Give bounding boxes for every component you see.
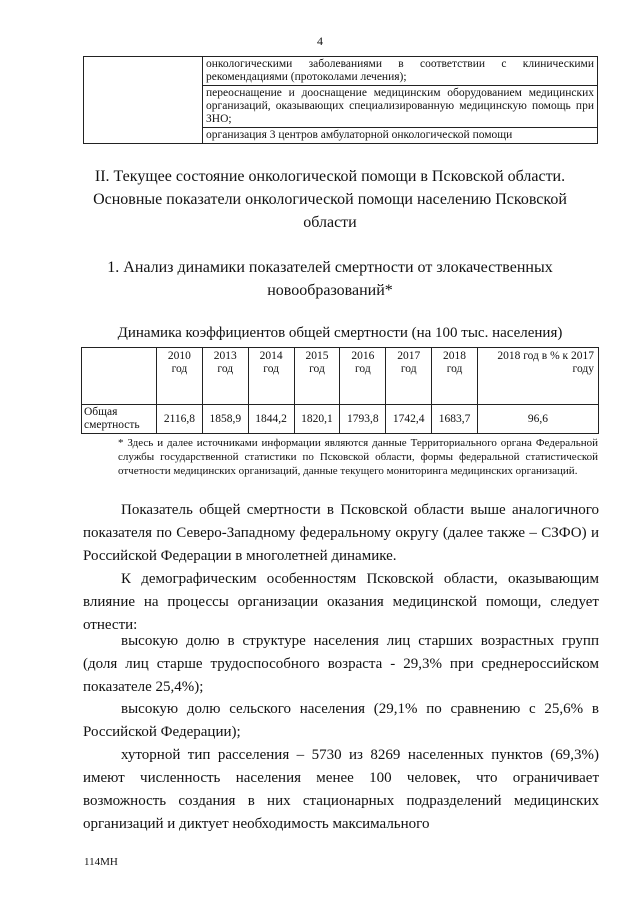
body-paragraph (83, 630, 599, 699)
paragraph-text: К демографическим особенностям Псковской области, оказывающим влияние на процессы организации оказания медицинской помощи, следует отнести: (83, 571, 599, 633)
column-header: 2017 год (386, 348, 432, 405)
paragraph-text: высокую долю сельского населения (29,1% по сравнению с 25,6% в Российской Федерации); (83, 701, 599, 740)
table-row (82, 405, 599, 434)
footnote: * Здесь и далее источниками информации являются данные Территориального органа Федеральной службы государственной статистики по Псковской области, формы федеральной статистической отчетности медицинских организаций, данные текущего мониторинга медицинских организаций. (118, 437, 598, 477)
table-cell: 2116,8 (157, 405, 203, 434)
row-label: Общая смертность (82, 405, 157, 434)
column-header: 2018 год (432, 348, 478, 405)
table-row (84, 57, 598, 86)
table-cell: 1858,9 (202, 405, 248, 434)
table-cell: организация 3 центров амбулаторной онкологической помощи (203, 128, 598, 144)
table-cell: 96,6 (477, 405, 598, 434)
column-header: 2014 год (248, 348, 294, 405)
section-heading: II. Текущее состояние онкологической помощи в Псковской области. Основные показатели онкологической помощи населению Псковской области (93, 168, 567, 231)
body-paragraph (83, 568, 599, 637)
table-cell: онкологическими заболеваниями в соответствии с клиническими рекомендациями (протоколами лечения); (203, 57, 598, 86)
table-cell: 1793,8 (340, 405, 386, 434)
table-cell: 1742,4 (386, 405, 432, 434)
empty-cell (84, 57, 203, 144)
table-cell: 1820,1 (294, 405, 340, 434)
mortality-table (81, 347, 599, 434)
paragraph-text: хуторной тип расселения – 5730 из 8269 населенных пунктов (69,3%) имеют численность населения менее 100 человек, что ограничивает возможность создания в них стационарных подразделений медицинских организаций и диктует необходимость максимального (83, 747, 599, 832)
body-paragraph (83, 744, 599, 836)
body-paragraph (83, 698, 599, 744)
paragraph-text: высокую долю в структуре населения лиц старших возрастных групп (доля лиц старше трудоспособного возраста - 29,3% при среднероссийском показателе 25,4%); (83, 633, 599, 695)
column-header: 2015 год (294, 348, 340, 405)
table-caption: Динамика коэффициентов общей смертности (на 100 тыс. населения) (117, 325, 563, 341)
document-code: 114МН (84, 856, 118, 868)
table-header-row (82, 348, 599, 405)
column-header: 2016 год (340, 348, 386, 405)
continuation-table (83, 56, 598, 144)
table-cell: 1683,7 (432, 405, 478, 434)
paragraph-text: Показатель общей смертности в Псковской области выше аналогичного показателя по Северо-Западному федеральному округу (далее также – СЗФО) и Российской Федерации в многолетней динамике. (83, 502, 599, 564)
table-cell: переоснащение и дооснащение медицинским оборудованием медицинских организаций, оказывающих специализированную медицинскую помощь при ЗНО; (203, 86, 598, 128)
table-cell: 1844,2 (248, 405, 294, 434)
header-blank (82, 348, 157, 405)
column-header: 2013 год (202, 348, 248, 405)
column-header: 2018 год в % к 2017 году (477, 348, 598, 405)
body-paragraph (83, 499, 599, 568)
page-number: 4 (317, 34, 323, 48)
subsection-heading: 1. Анализ динамики показателей смертности от злокачественных новообразований* (107, 259, 553, 299)
column-header: 2010 год (157, 348, 203, 405)
